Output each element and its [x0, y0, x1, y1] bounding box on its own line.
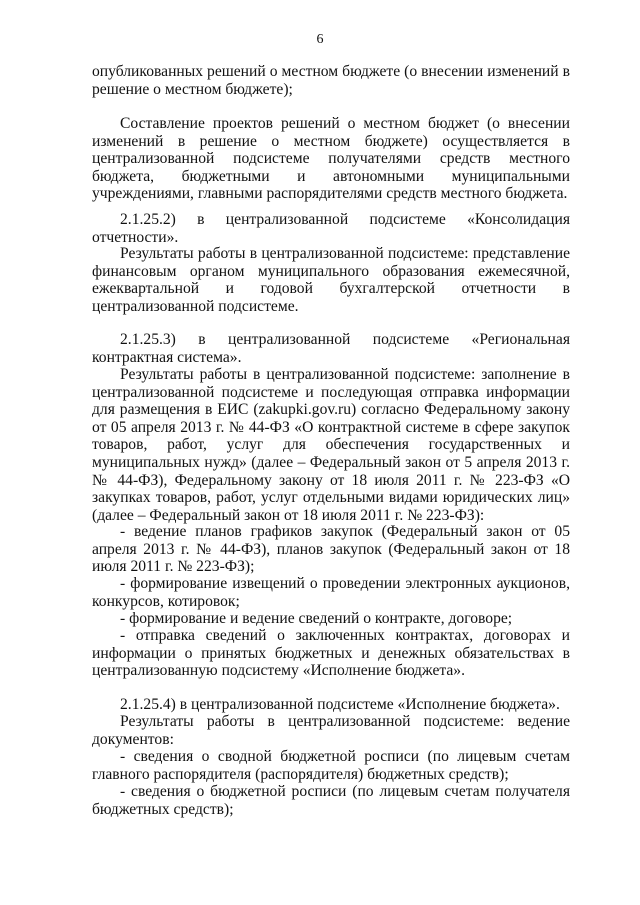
list-item-sending-info: - отправка сведений о заключенных контрактах, договорах и информации о принятых бюджетных и денежных обязательствах в централизованную подсистему «Исполнение бюджета». — [92, 627, 570, 680]
list-item-plans: - ведение планов графиков закупок (Федеральный закон от 05 апреля 2013 г. № 44-ФЗ), планов закупок (Федеральный закон от 18 июля 2011 г. № 223-ФЗ); — [92, 523, 570, 576]
list-item-budget-list: - сведения о бюджетной росписи (по лицевым счетам получателя бюджетных средств); — [92, 783, 570, 818]
list-item-notices: - формирование извещений о проведении электронных аукционов, конкурсов, котировок; — [92, 575, 570, 610]
section-heading-2-1-25-4: 2.1.25.4) в централизованной подсистеме «Исполнение бюджета». — [120, 696, 560, 713]
page-number: 6 — [316, 32, 324, 47]
list-item-consolidated-list: - сведения о сводной бюджетной росписи (по лицевым счетам главного распорядителя (распорядителя) бюджетных средств); — [92, 748, 570, 783]
list-item-contract-info: - формирование и ведение сведений о контракте, договоре; — [120, 610, 513, 627]
paragraph-results-consolidation: Результаты работы в централизованной подсистеме: представление финансовым органом муниципального образования ежемесячной, ежеквартальной и годовой бухгалтерской отчетности в централизованной подсистеме. — [92, 245, 570, 315]
paragraph-drafting: Составление проектов решений о местном бюджет (о внесении изменений в решение о местном бюджете) осуществляется в централизованной подсистеме получателями средств местного бюджета, бюджетными и автономными муниципальными учреждениями, главными распорядителями средств местного бюджета. — [92, 115, 570, 203]
paragraph-results-execution: Результаты работы в централизованной подсистеме: ведение документов: — [92, 713, 570, 748]
paragraph-continuation: опубликованных решений о местном бюджете (о внесении изменений в решение о местном бюджете); — [92, 63, 570, 98]
paragraph-results-contract-system: Результаты работы в централизованной подсистеме: заполнение в централизованной подсистеме и последующая отправка информации для размещения в ЕИС (zakupki.gov.ru) согласно Федеральному закону от 05 апреля 2013 г. № 44-ФЗ «О контрактной системе в сфере закупок товаров, работ, услуг для обеспечения государственных и муниципальных нужд» (далее – Федеральный закон от 5 апреля 2013 г. № 44-ФЗ), Федеральному закону от 18 июля 2011 г. № 223-ФЗ «О закупках товаров, работ, услуг отдельными видами юридических лиц» (далее – Федеральный закон от 18 июля 2011 г. № 223-ФЗ): — [92, 366, 570, 524]
section-heading-2-1-25-3: 2.1.25.3) в централизованной подсистеме «Региональная контрактная система». — [92, 331, 570, 366]
section-heading-2-1-25-2: 2.1.25.2) в централизованной подсистеме «Консолидация отчетности». — [92, 211, 570, 246]
